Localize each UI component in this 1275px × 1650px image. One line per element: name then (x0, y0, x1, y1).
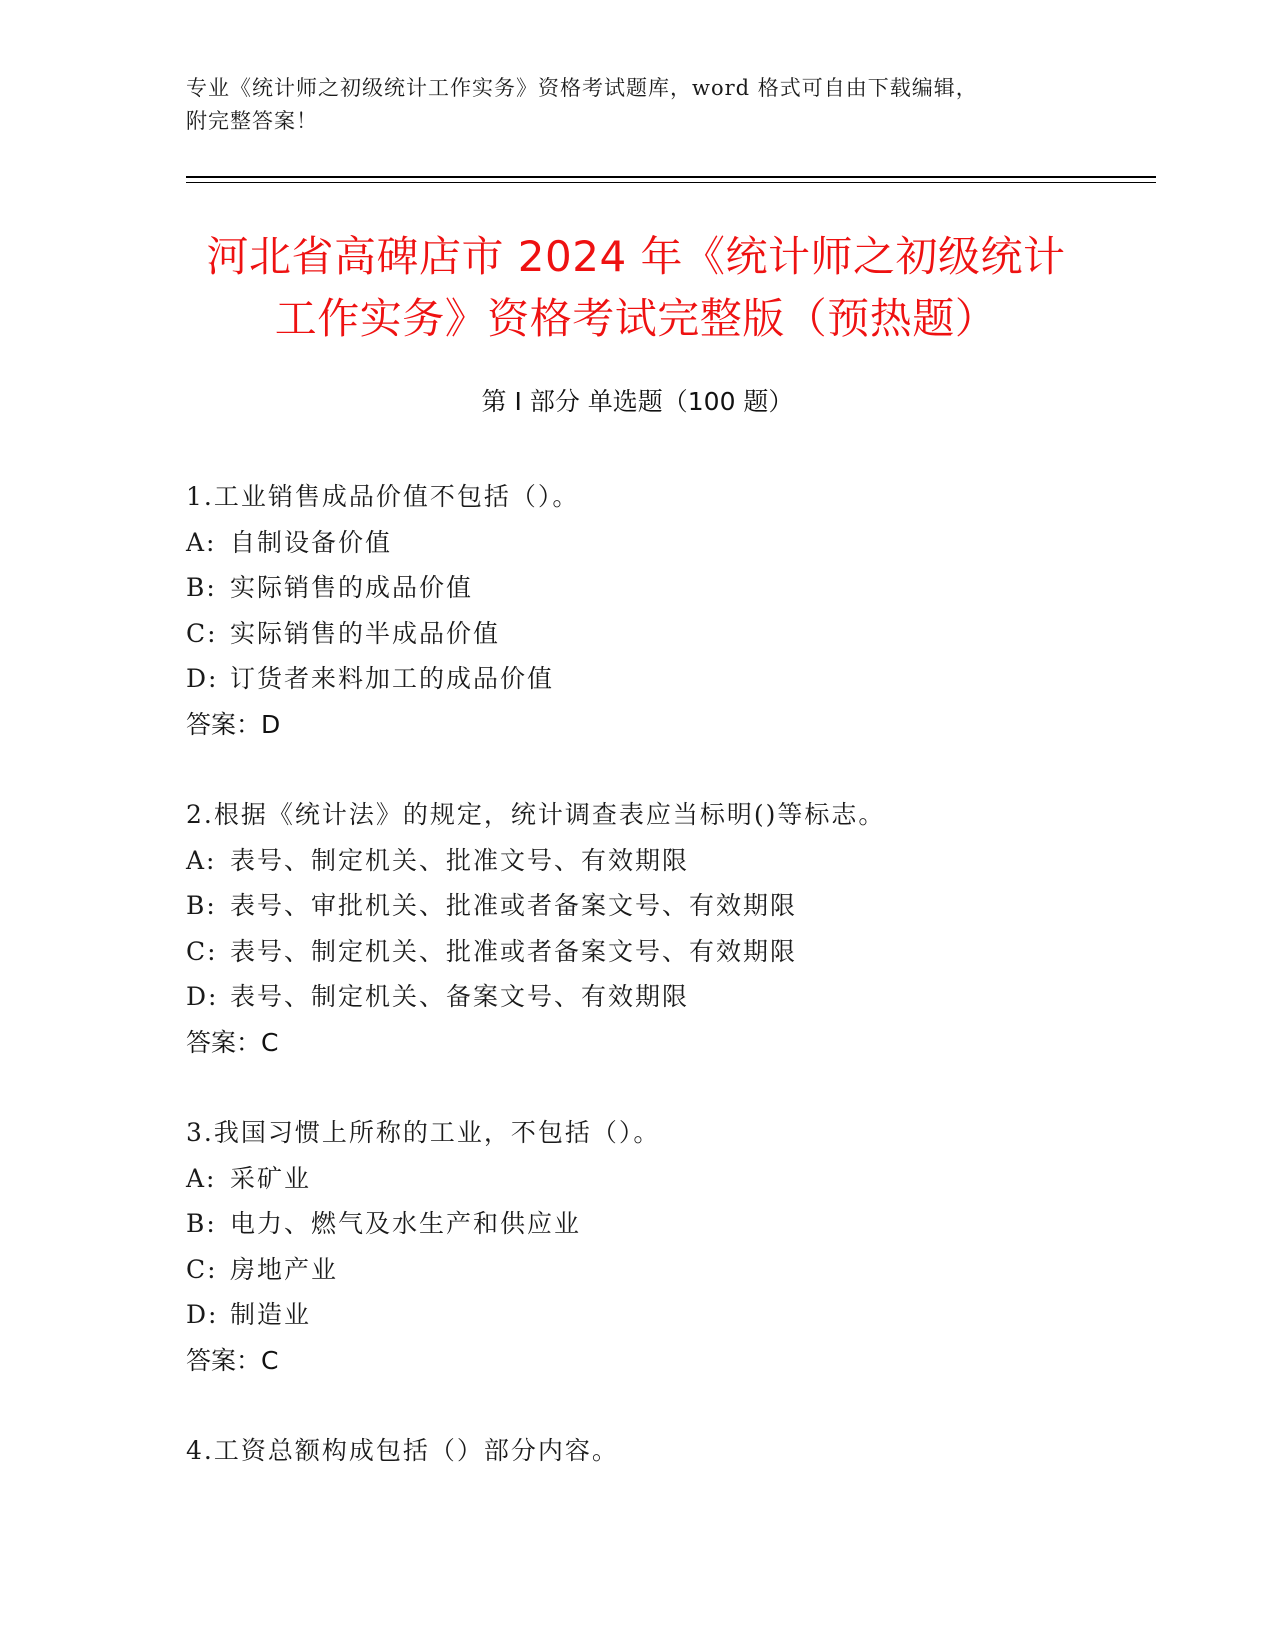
option-letter: C: (186, 618, 218, 648)
option-c (186, 1247, 1146, 1293)
option-letter: B: (186, 891, 217, 920)
option-text: 表号、制定机关、备案文号、有效期限 (230, 982, 690, 1011)
answer-value: C (261, 1345, 279, 1375)
option-c (186, 611, 1146, 657)
question-4 (186, 1428, 1146, 1474)
option-letter: C: (186, 936, 218, 966)
option-c (186, 929, 1146, 975)
header-divider-thin (186, 182, 1156, 183)
answer-line (186, 702, 1146, 748)
option-d (186, 656, 1146, 702)
option-letter: B: (186, 1209, 217, 1238)
header-note (186, 72, 1086, 138)
question-3 (186, 1110, 1146, 1383)
header-note-line-2: 附完整答案！ (186, 109, 318, 133)
option-a (186, 520, 1146, 566)
question-stem: 4.工资总额构成包括（）部分内容。 (186, 1436, 619, 1465)
option-text: 表号、制定机关、批准或者备案文号、有效期限 (230, 936, 798, 966)
header-divider-thick (186, 176, 1156, 178)
option-letter: A: (186, 845, 217, 875)
option-text: 制造业 (230, 1300, 312, 1329)
question-stem: 1.工业销售成品价值不包括（）。 (186, 482, 580, 511)
option-text: 表号、审批机关、批准或者备案文号、有效期限 (230, 891, 798, 920)
answer-value: C (261, 1027, 279, 1057)
answer-value: D (261, 709, 281, 739)
option-text: 自制设备价值 (230, 527, 393, 557)
option-letter: D: (186, 664, 219, 693)
option-b (186, 883, 1146, 929)
question-stem: 2.根据《统计法》的规定，统计调查表应当标明()等标志。 (186, 800, 886, 829)
answer-line (186, 1338, 1146, 1384)
option-a (186, 838, 1146, 884)
header-note-line-1: 专业《统计师之初级统计工作实务》资格考试题库，word 格式可自由下载编辑， (186, 76, 978, 100)
option-letter: A: (186, 1163, 217, 1193)
option-b (186, 1201, 1146, 1247)
option-letter: D: (186, 1300, 219, 1329)
question-2 (186, 792, 1146, 1065)
option-letter: B: (186, 573, 217, 602)
option-d (186, 974, 1146, 1020)
option-text: 房地产业 (230, 1254, 339, 1284)
option-d (186, 1292, 1146, 1338)
question-list (186, 474, 1146, 1519)
option-text: 实际销售的成品价值 (230, 573, 474, 602)
section-title: 第 I 部分 单选题（100 题） (481, 387, 794, 416)
document-title-line-1: 河北省高碑店市 2024 年《统计师之初级统计 (206, 232, 1066, 281)
option-letter: A: (186, 527, 217, 557)
answer-label: 答案： (186, 709, 262, 739)
answer-label: 答案： (186, 1027, 262, 1057)
document-title-line-2: 工作实务》资格考试完整版（预热题） (274, 294, 998, 343)
option-letter: C: (186, 1254, 218, 1284)
option-text: 采矿业 (230, 1163, 312, 1193)
answer-line (186, 1020, 1146, 1066)
option-letter: D: (186, 982, 219, 1011)
option-text: 实际销售的半成品价值 (230, 618, 501, 648)
option-text: 电力、燃气及水生产和供应业 (230, 1209, 582, 1238)
option-b (186, 565, 1146, 611)
option-text: 订货者来料加工的成品价值 (230, 664, 555, 693)
answer-label: 答案： (186, 1345, 262, 1375)
option-a (186, 1156, 1146, 1202)
question-1 (186, 474, 1146, 747)
question-stem: 3.我国习惯上所称的工业，不包括（）。 (186, 1118, 661, 1147)
document-title (186, 226, 1086, 350)
option-text: 表号、制定机关、批准文号、有效期限 (230, 845, 690, 875)
